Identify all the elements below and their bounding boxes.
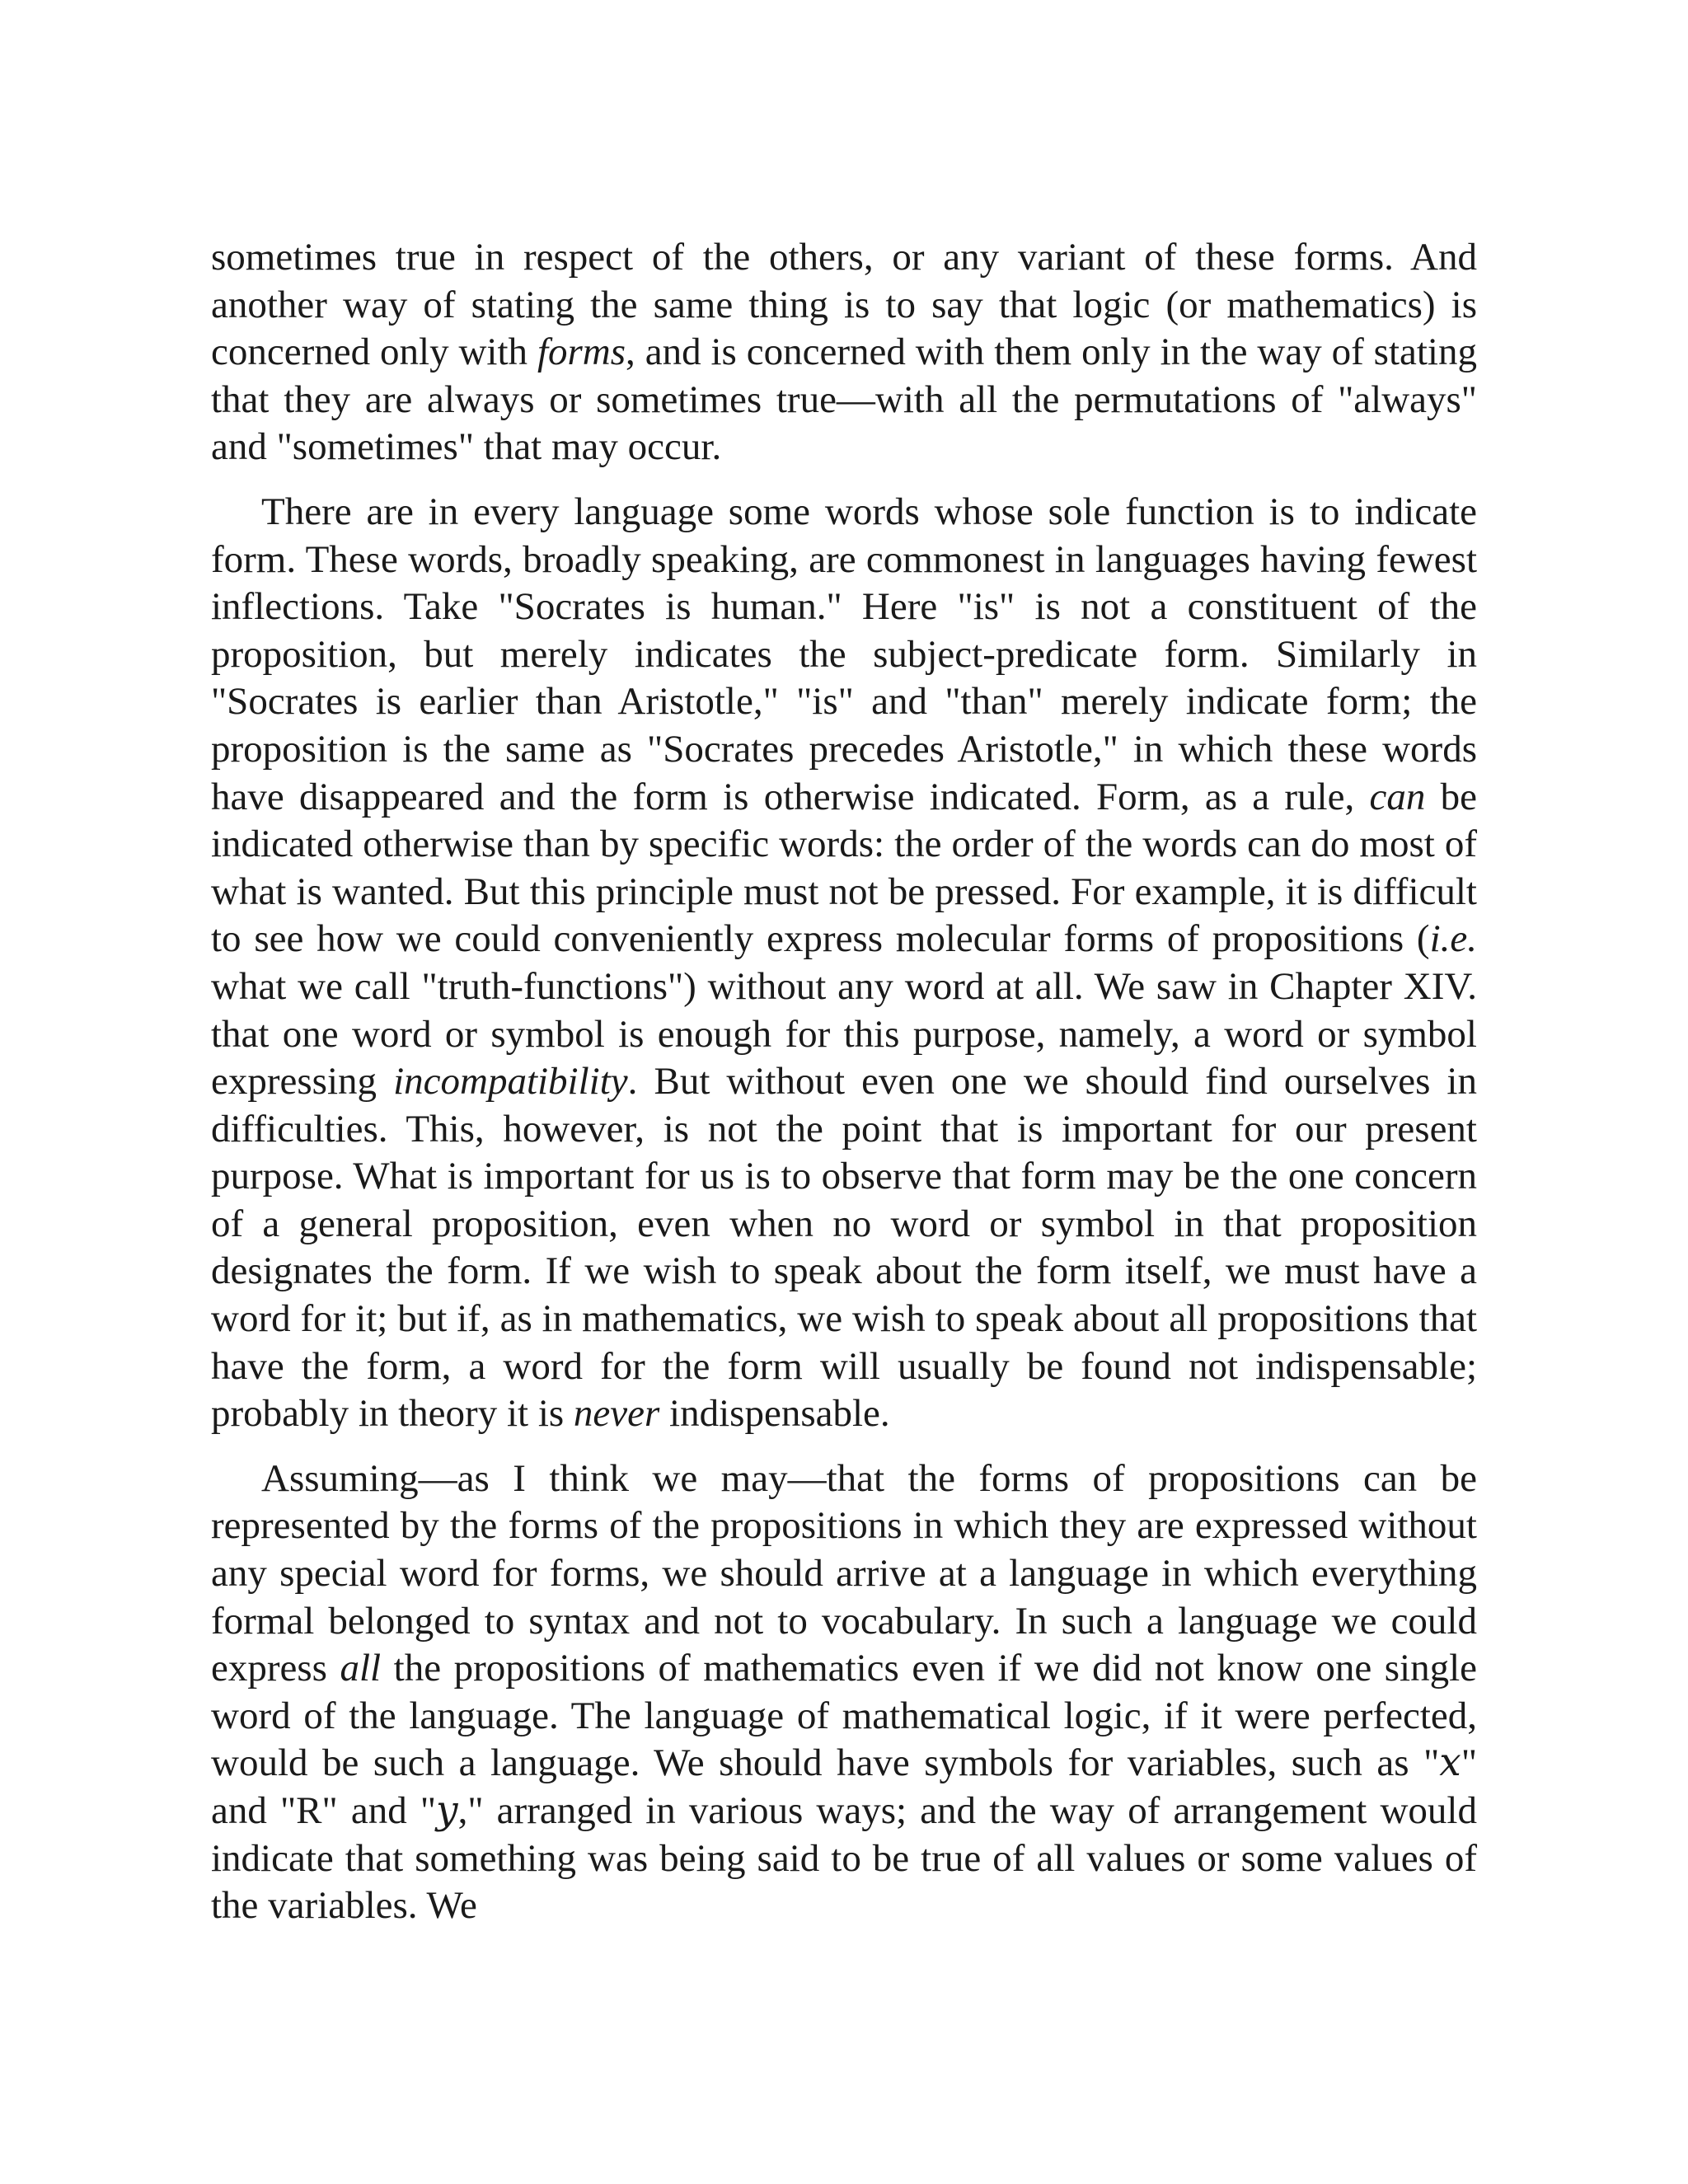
- paragraph-3-variable-y: 𝑦: [436, 1789, 458, 1832]
- paragraph-3-variable-x: 𝑥: [1439, 1741, 1461, 1785]
- paragraph-2-italic-incompatibility: incompatibility: [393, 1060, 628, 1104]
- paragraph-2-text-2: be indicated otherwise than by specific words: the order of the words can do most of what is wanted. But this principle must not be pressed. For example, it is difficult to see how we could conveniently express molecular forms of propositions (: [211, 775, 1477, 961]
- paragraph-3-text-1: Assuming—as I think we may—that the forms of propositions can be represented by the forms of the propositions in which they are expressed without any special word for forms, we should arrive at a language in which everything formal belonged to syntax and not to vocabulary. In such a language we could express: [211, 1456, 1477, 1690]
- paragraph-2-text-4: . But without even one we should find ourselves in difficulties. This, however, is not the point that is important for our present purpose. What is important for us is to observe that form may be the one concern of a general proposition, even when no word or symbol in that proposition designates the form. If we wish to speak about the form itself, we must have a word for it; but if, as in mathematics, we wish to speak about all propositions that have the form, a word for the form will usually be found not indispensable; probably in theory it is: [211, 1060, 1477, 1436]
- paragraph-1: [211, 234, 1477, 471]
- paragraph-3-text-4: ," arranged in various ways; and the way of arrangement would indicate that something was being said to be true of all values or some values of the variables. We: [211, 1789, 1477, 1928]
- paragraph-3-text-2: the propositions of mathematics even if we did not know one single word of the language. The language of mathematical logic, if it were perfected, would be such a language. We should have symbols for variables, such as ": [211, 1647, 1477, 1785]
- paragraph-2-italic-never: never: [573, 1392, 660, 1436]
- paragraph-1-italic-forms: forms: [537, 330, 626, 374]
- paragraph-1-text-1: sometimes true in respect of the others, or any variant of these forms. And another way of stating the same thing is to say that logic (or mathematics) is concerned only with: [211, 236, 1477, 374]
- paragraph-3-italic-all: all: [340, 1647, 382, 1690]
- paragraph-1-text-2: , and is concerned with them only in the way of stating that they are always or sometimes true—with all the permutations of "always" and "sometimes" that may occur.: [211, 330, 1477, 469]
- paragraph-3-text-3: " and "R" and ": [211, 1741, 1477, 1832]
- paragraph-2: [211, 489, 1477, 1438]
- paragraph-2-text-5: indispensable.: [659, 1392, 890, 1436]
- page-body: [211, 234, 1477, 1947]
- paragraph-3: [211, 1455, 1477, 1930]
- paragraph-2-text-3: what we call "truth-functions") without any word at all. We saw in Chapter XIV. that one word or symbol is enough for this purpose, namely, a word or symbol expressing: [211, 964, 1477, 1104]
- paragraph-2-italic-can: can: [1369, 775, 1426, 818]
- paragraph-2-italic-ie: i.e.: [1429, 917, 1477, 961]
- paragraph-2-text-1: There are in every language some words whose sole function is to indicate form. These words, broadly speaking, are commonest in languages having fewest inflections. Take "Socrates is human." Here "is" is not a constituent of the proposition, but merely indicates the subject-predicate form. Similarly in "Socrates is earlier than Aristotle," "is" and "than" merely indicate form; the proposition is the same as "Socrates precedes Aristotle," in which these words have disappeared and the form is otherwise indicated. Form, as a rule,: [211, 490, 1477, 818]
